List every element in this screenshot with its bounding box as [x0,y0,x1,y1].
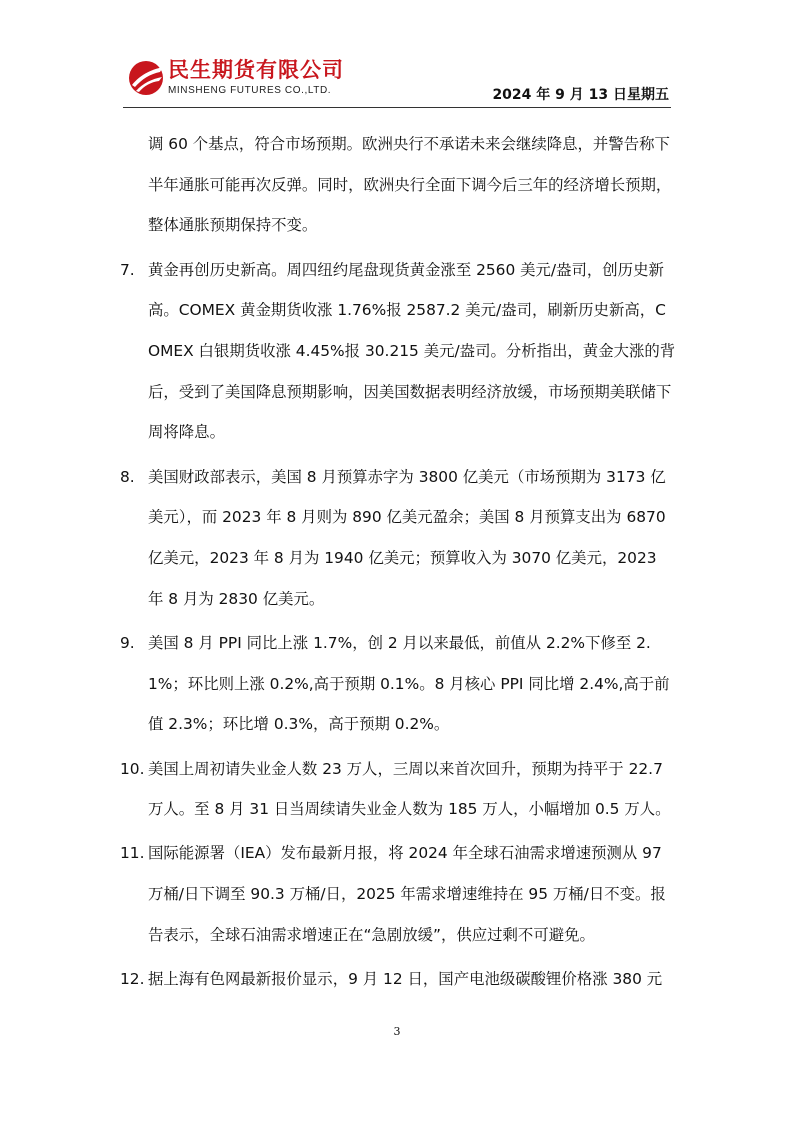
page-number: 3 [393,1025,401,1038]
list-item [120,623,676,745]
list-item-number: 10. [120,759,145,778]
list-item [120,124,676,246]
company-name-en: MINSHENG FUTURES CO.,LTD. [168,85,332,96]
page-header [0,0,794,112]
news-list [120,124,676,1003]
minsheng-logo-icon [126,58,166,98]
list-item-text: 黄金再创历史新高。周四纽约尾盘现货黄金涨至 2560 美元/盎司，创历史新高。COMEX 黄金期货收涨 1.76%报 2587.2 美元/盎司，刷新历史新高，COMEX 白银期货收涨 4.45%报 30.215 美元/盎司。分析指出，黄金大涨的背后，受到了美国降息预期影响，因美国数据表明经济放缓，市场预期美联储下周将降息。 [148,260,676,442]
list-item [120,250,676,454]
list-item [120,959,676,1000]
list-item-number: 11. [120,844,145,863]
company-name-cn: 民生期货有限公司 [168,58,344,82]
list-item-text: 美国 8 月 PPI 同比上涨 1.7%，创 2 月以来最低，前值从 2.2%下修至 2.1%；环比则上涨 0.2%,高于预期 0.1%。8 月核心 PPI 同比增 2.4%,高于前值 2.3%；环比增 0.3%，高于预期 0.2%。 [148,633,670,734]
list-item-text: 美国上周初请失业金人数 23 万人，三周以来首次回升，预期为持平于 22.7 万人。至 8 月 31 日当周续请失业金人数为 185 万人，小幅增加 0.5 万人。 [148,759,671,819]
list-item [120,457,676,620]
list-item-number: 9. [120,633,135,652]
list-item [120,833,676,955]
list-item [120,749,676,830]
header-divider [123,107,671,108]
list-item-text: 据上海有色网最新报价显示，9 月 12 日，国产电池级碳酸锂价格涨 380 元 [148,970,663,989]
list-item-number: 7. [120,260,135,279]
list-item-number: 8. [120,467,135,486]
report-date: 2024 年 9 月 13 日星期五 [492,87,669,103]
list-item-text: 国际能源署（IEA）发布最新月报，将 2024 年全球石油需求增速预测从 97 万桶/日下调至 90.3 万桶/日，2025 年需求增速维持在 95 万桶/日不变。报告表示，全球石油需求增速正在“急剧放缓”，供应过剩不可避免。 [148,844,666,944]
list-item-text: 美国财政部表示，美国 8 月预算赤字为 3800 亿美元（市场预期为 3173 亿美元），而 2023 年 8 月则为 890 亿美元盈余；美国 8 月预算支出为 6870 亿美元，2023 年 8 月为 1940 亿美元；预算收入为 3070 亿美元，2023 年 8 月为 2830 亿美元。 [148,467,666,608]
list-item-text: 调 60 个基点，符合市场预期。欧洲央行不承诺未来会继续降息，并警告称下半年通胀可能再次反弹。同时，欧洲央行全面下调今后三年的经济增长预期，整体通胀预期保持不变。 [148,135,672,235]
list-item-number: 12. [120,970,145,989]
logo-text [168,58,344,98]
company-logo [126,58,344,98]
